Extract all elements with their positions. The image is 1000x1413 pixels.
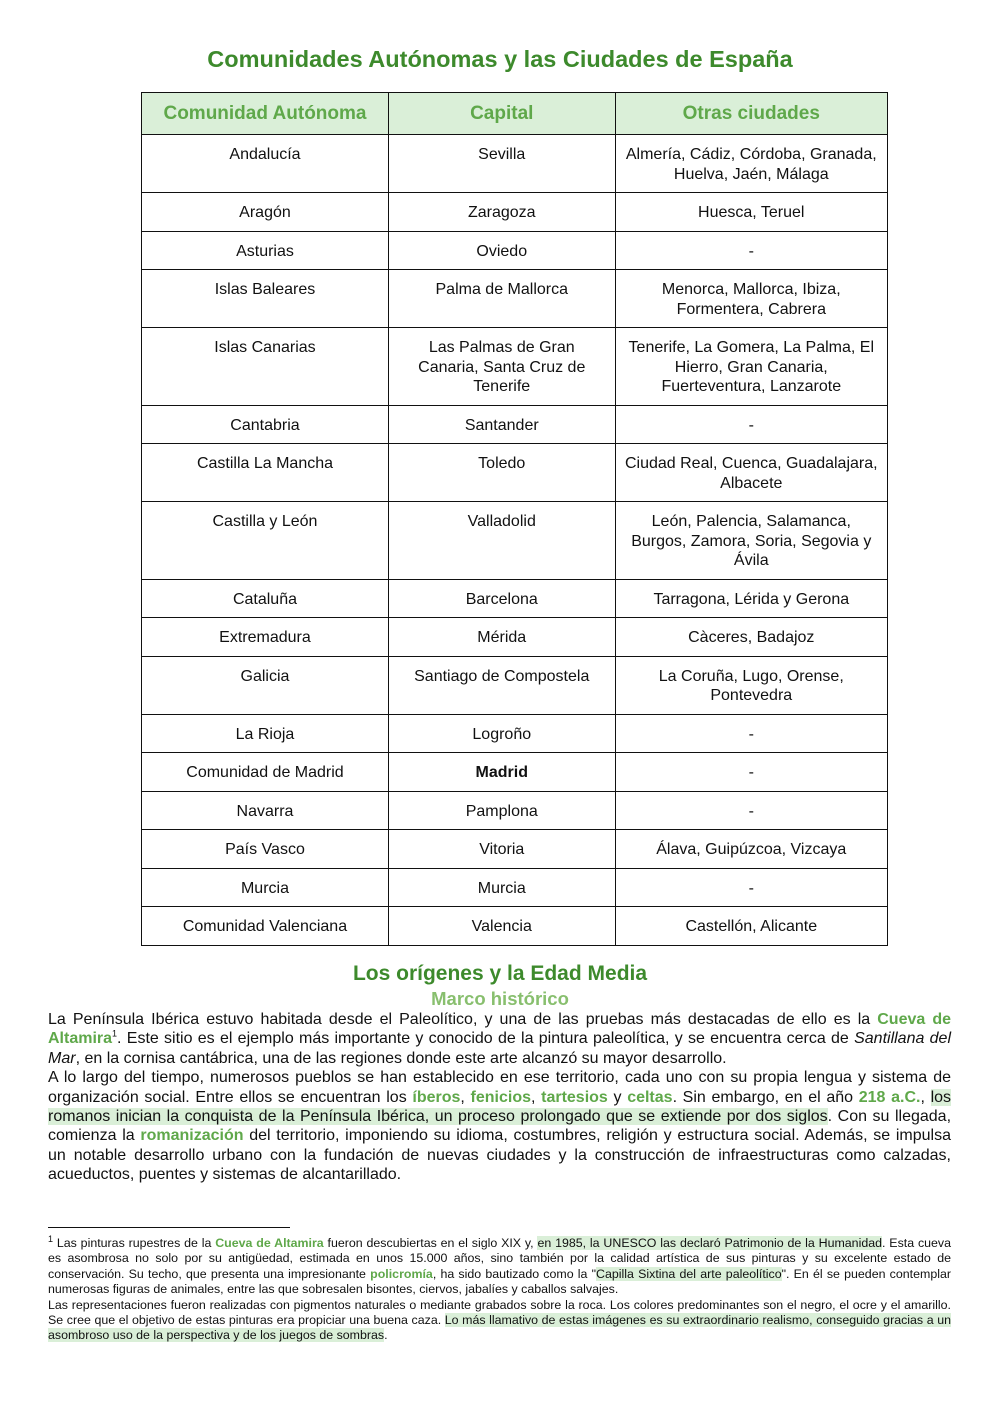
cell-community: Comunidad Valenciana (142, 907, 389, 946)
cell-community: Asturias (142, 231, 389, 270)
cell-other-cities: Álava, Guipúzcoa, Vizcaya (615, 830, 887, 869)
text-run: La Península Ibérica estuvo habitada desde el Paleolítico, y una de las pruebas más destacadas de ello es la (48, 1011, 878, 1028)
cell-community: Castilla y León (142, 502, 389, 580)
cell-capital: Las Palmas de Gran Canaria, Santa Cruz de Tenerife (388, 328, 615, 406)
text-run: . Sin embargo, en el año (672, 1088, 859, 1106)
place-name: Santillana del Mar (48, 1030, 951, 1067)
footnote-number: 1 (48, 1233, 54, 1244)
table-row (142, 328, 888, 406)
cell-community: Aragón (142, 193, 389, 232)
table-header-row (142, 93, 888, 135)
footnote-reference[interactable]: 1 (112, 1029, 118, 1040)
keyword-romanizacion: romanización (140, 1127, 244, 1145)
section-heading: Los orígenes y la Edad Media (352, 962, 648, 985)
cell-capital: Murcia (388, 868, 615, 907)
page-title: Comunidades Autónomas y las Ciudades de España (207, 46, 793, 72)
cell-other-cities: Menorca, Mallorca, Ibiza, Formentera, Cabrera (615, 270, 887, 328)
cell-other-cities: Càceres, Badajoz (615, 618, 887, 657)
cell-capital: Valladolid (388, 502, 615, 580)
text-run: y (607, 1088, 628, 1106)
cell-community: La Rioja (142, 714, 389, 753)
table-row (142, 502, 888, 580)
cell-community: Galicia (142, 656, 389, 714)
cell-capital: Zaragoza (388, 193, 615, 232)
cell-community: Castilla La Mancha (142, 444, 389, 502)
text-run: A lo largo del tiempo, numerosos pueblos se han establecido en ese territorio, cada uno con su propia lengua y sistema de organización social. Entre ellos se encuentran los (48, 1069, 951, 1106)
body-text (48, 1010, 951, 1185)
text-run: , en la cornisa cantábrica, una de las regiones donde este arte alcanzó su mayor desarrollo. (75, 1049, 727, 1067)
cell-other-cities: La Coruña, Lugo, Orense, Pontevedra (615, 656, 887, 714)
text-run: . Este sitio es el ejemplo más importante y conocido de la pintura paleolítica, y se encuentra cerca de (117, 1030, 855, 1048)
paragraph (48, 1010, 951, 1068)
cell-community: Islas Baleares (142, 270, 389, 328)
keyword-year: 218 a.C. (858, 1088, 921, 1106)
section-subheading: Marco histórico (431, 988, 569, 1009)
text-run: . Esta cueva es asombrosa no solo por su antigüedad, estimada en unos 15.000 años, sino también por la calidad artística de sus pinturas y su excelente estado de conservación. Su techo, que presenta una impresionante (48, 1236, 952, 1281)
text-run: del territorio, imponiendo su idioma, costumbres, religión y estructura social. Además, se impulsa un notable desarrollo urbano con la fundación de nuevas ciudades y la construcción de infraestructuras como calzadas, acueductos, puentes y sistemas de alcantarillado. (48, 1127, 951, 1184)
cell-community: Comunidad de Madrid (142, 753, 389, 792)
text-run: . (384, 1328, 388, 1343)
cell-capital: Palma de Mallorca (388, 270, 615, 328)
cell-capital: Santiago de Compostela (388, 656, 615, 714)
cell-other-cities: Tenerife, La Gomera, La Palma, El Hierro, Gran Canaria, Fuerteventura, Lanzarote (615, 328, 887, 406)
text-run: . Con su llegada, comienza la (48, 1108, 952, 1145)
table-row (142, 656, 888, 714)
keyword-tartesios: tartesios (541, 1088, 608, 1106)
cell-other-cities: León, Palencia, Salamanca, Burgos, Zamora, Soria, Segovia y Ávila (615, 502, 887, 580)
table-row (142, 579, 888, 618)
text-run: , ha sido bautizado como la " (432, 1266, 597, 1281)
cell-community: Cataluña (142, 579, 389, 618)
table-row (142, 830, 888, 869)
cell-capital: Oviedo (388, 231, 615, 270)
cell-capital: Toledo (388, 444, 615, 502)
cell-community: Cantabria (142, 405, 389, 444)
cell-capital: Sevilla (388, 135, 615, 193)
cell-capital: Vitoria (388, 830, 615, 869)
text-run: , (531, 1088, 542, 1106)
cell-community: Andalucía (142, 135, 389, 193)
footnote-paragraph (48, 1233, 952, 1298)
cell-other-cities: Tarragona, Lérida y Gerona (615, 579, 887, 618)
cell-other-cities: - (615, 405, 887, 444)
keyword-celtas: celtas (627, 1088, 673, 1106)
highlighted-text: Capilla Sixtina del arte paleolítico (596, 1266, 782, 1281)
footnote (48, 1233, 952, 1344)
cell-other-cities: Huesca, Teruel (615, 193, 887, 232)
cell-other-cities: - (615, 714, 887, 753)
cell-other-cities: Almería, Cádiz, Córdoba, Granada, Huelva, Jaén, Málaga (615, 135, 887, 193)
highlighted-text: Lo más llamativo de estas imágenes es su extraordinario realismo, conseguido gracias a un asombroso uso de la perspectiva y de los juegos de sombras (48, 1313, 951, 1343)
table-row (142, 868, 888, 907)
cell-other-cities: Ciudad Real, Cuenca, Guadalajara, Albacete (615, 444, 887, 502)
text-run: Las pinturas rupestres de la (53, 1236, 216, 1250)
text-run: fueron descubiertas en el siglo XIX y, (323, 1236, 538, 1250)
cell-other-cities: Castellón, Alicante (615, 907, 887, 946)
keyword-policromia: policromía (370, 1266, 433, 1281)
cell-other-cities: - (615, 791, 887, 830)
cell-other-cities: - (615, 753, 887, 792)
paragraph (48, 1068, 951, 1184)
cell-capital: Santander (388, 405, 615, 444)
table-row (142, 791, 888, 830)
keyword-cueva-de-altamira: Cueva de Altamira (215, 1236, 324, 1250)
keyword-cueva-de-altamira: Cueva de Altamira (48, 1011, 952, 1048)
table-row (142, 618, 888, 657)
column-header-community: Comunidad Autónoma (142, 93, 389, 135)
highlighted-text: los romanos inician la conquista de la Península Ibérica, un proceso prolongado que se extiende por dos siglos (48, 1088, 952, 1126)
text-run: ". En él se pueden contemplar numerosas figuras de animales, entre las que sobresalen bisontes, ciervos, jabalíes y caballos salvajes. (48, 1266, 951, 1297)
table-row (142, 714, 888, 753)
cell-capital: Madrid (388, 753, 615, 792)
footnote-paragraph (48, 1298, 951, 1344)
table-row (142, 270, 888, 328)
cell-community: Navarra (142, 791, 389, 830)
cell-capital: Valencia (388, 907, 615, 946)
table-row (142, 231, 888, 270)
cell-capital: Logroño (388, 714, 615, 753)
cell-other-cities: - (615, 231, 887, 270)
keyword-iberos: íberos (412, 1088, 461, 1106)
column-header-capital: Capital (388, 93, 615, 135)
cell-other-cities: - (615, 868, 887, 907)
text-run: , (460, 1088, 471, 1106)
cell-capital: Mérida (388, 618, 615, 657)
text-run: Las representaciones fueron realizadas con pigmentos naturales o mediante grabados sobre la roca. Los colores predominantes son el negro, el ocre y el amarillo. Se cree que el objetivo de estas pinturas era propiciar una buena caza. (48, 1297, 951, 1328)
cell-community: Murcia (142, 868, 389, 907)
table-body (142, 135, 888, 946)
column-header-other-cities: Otras ciudades (615, 93, 887, 135)
highlighted-text: en 1985, la UNESCO las declaró Patrimonio de la Humanidad (537, 1236, 883, 1250)
table-row (142, 907, 888, 946)
cell-community: Islas Canarias (142, 328, 389, 406)
table-row (142, 753, 888, 792)
table-row (142, 193, 888, 232)
keyword-fenicios: fenicios (470, 1088, 531, 1106)
communities-table (141, 92, 888, 946)
cell-community: Extremadura (142, 618, 389, 657)
footnote-separator (48, 1227, 290, 1228)
table-row (142, 135, 888, 193)
cell-capital: Pamplona (388, 791, 615, 830)
cell-community: País Vasco (142, 830, 389, 869)
cell-capital: Barcelona (388, 579, 615, 618)
table-row (142, 444, 888, 502)
table-row (142, 405, 888, 444)
text-run: , (920, 1088, 931, 1106)
